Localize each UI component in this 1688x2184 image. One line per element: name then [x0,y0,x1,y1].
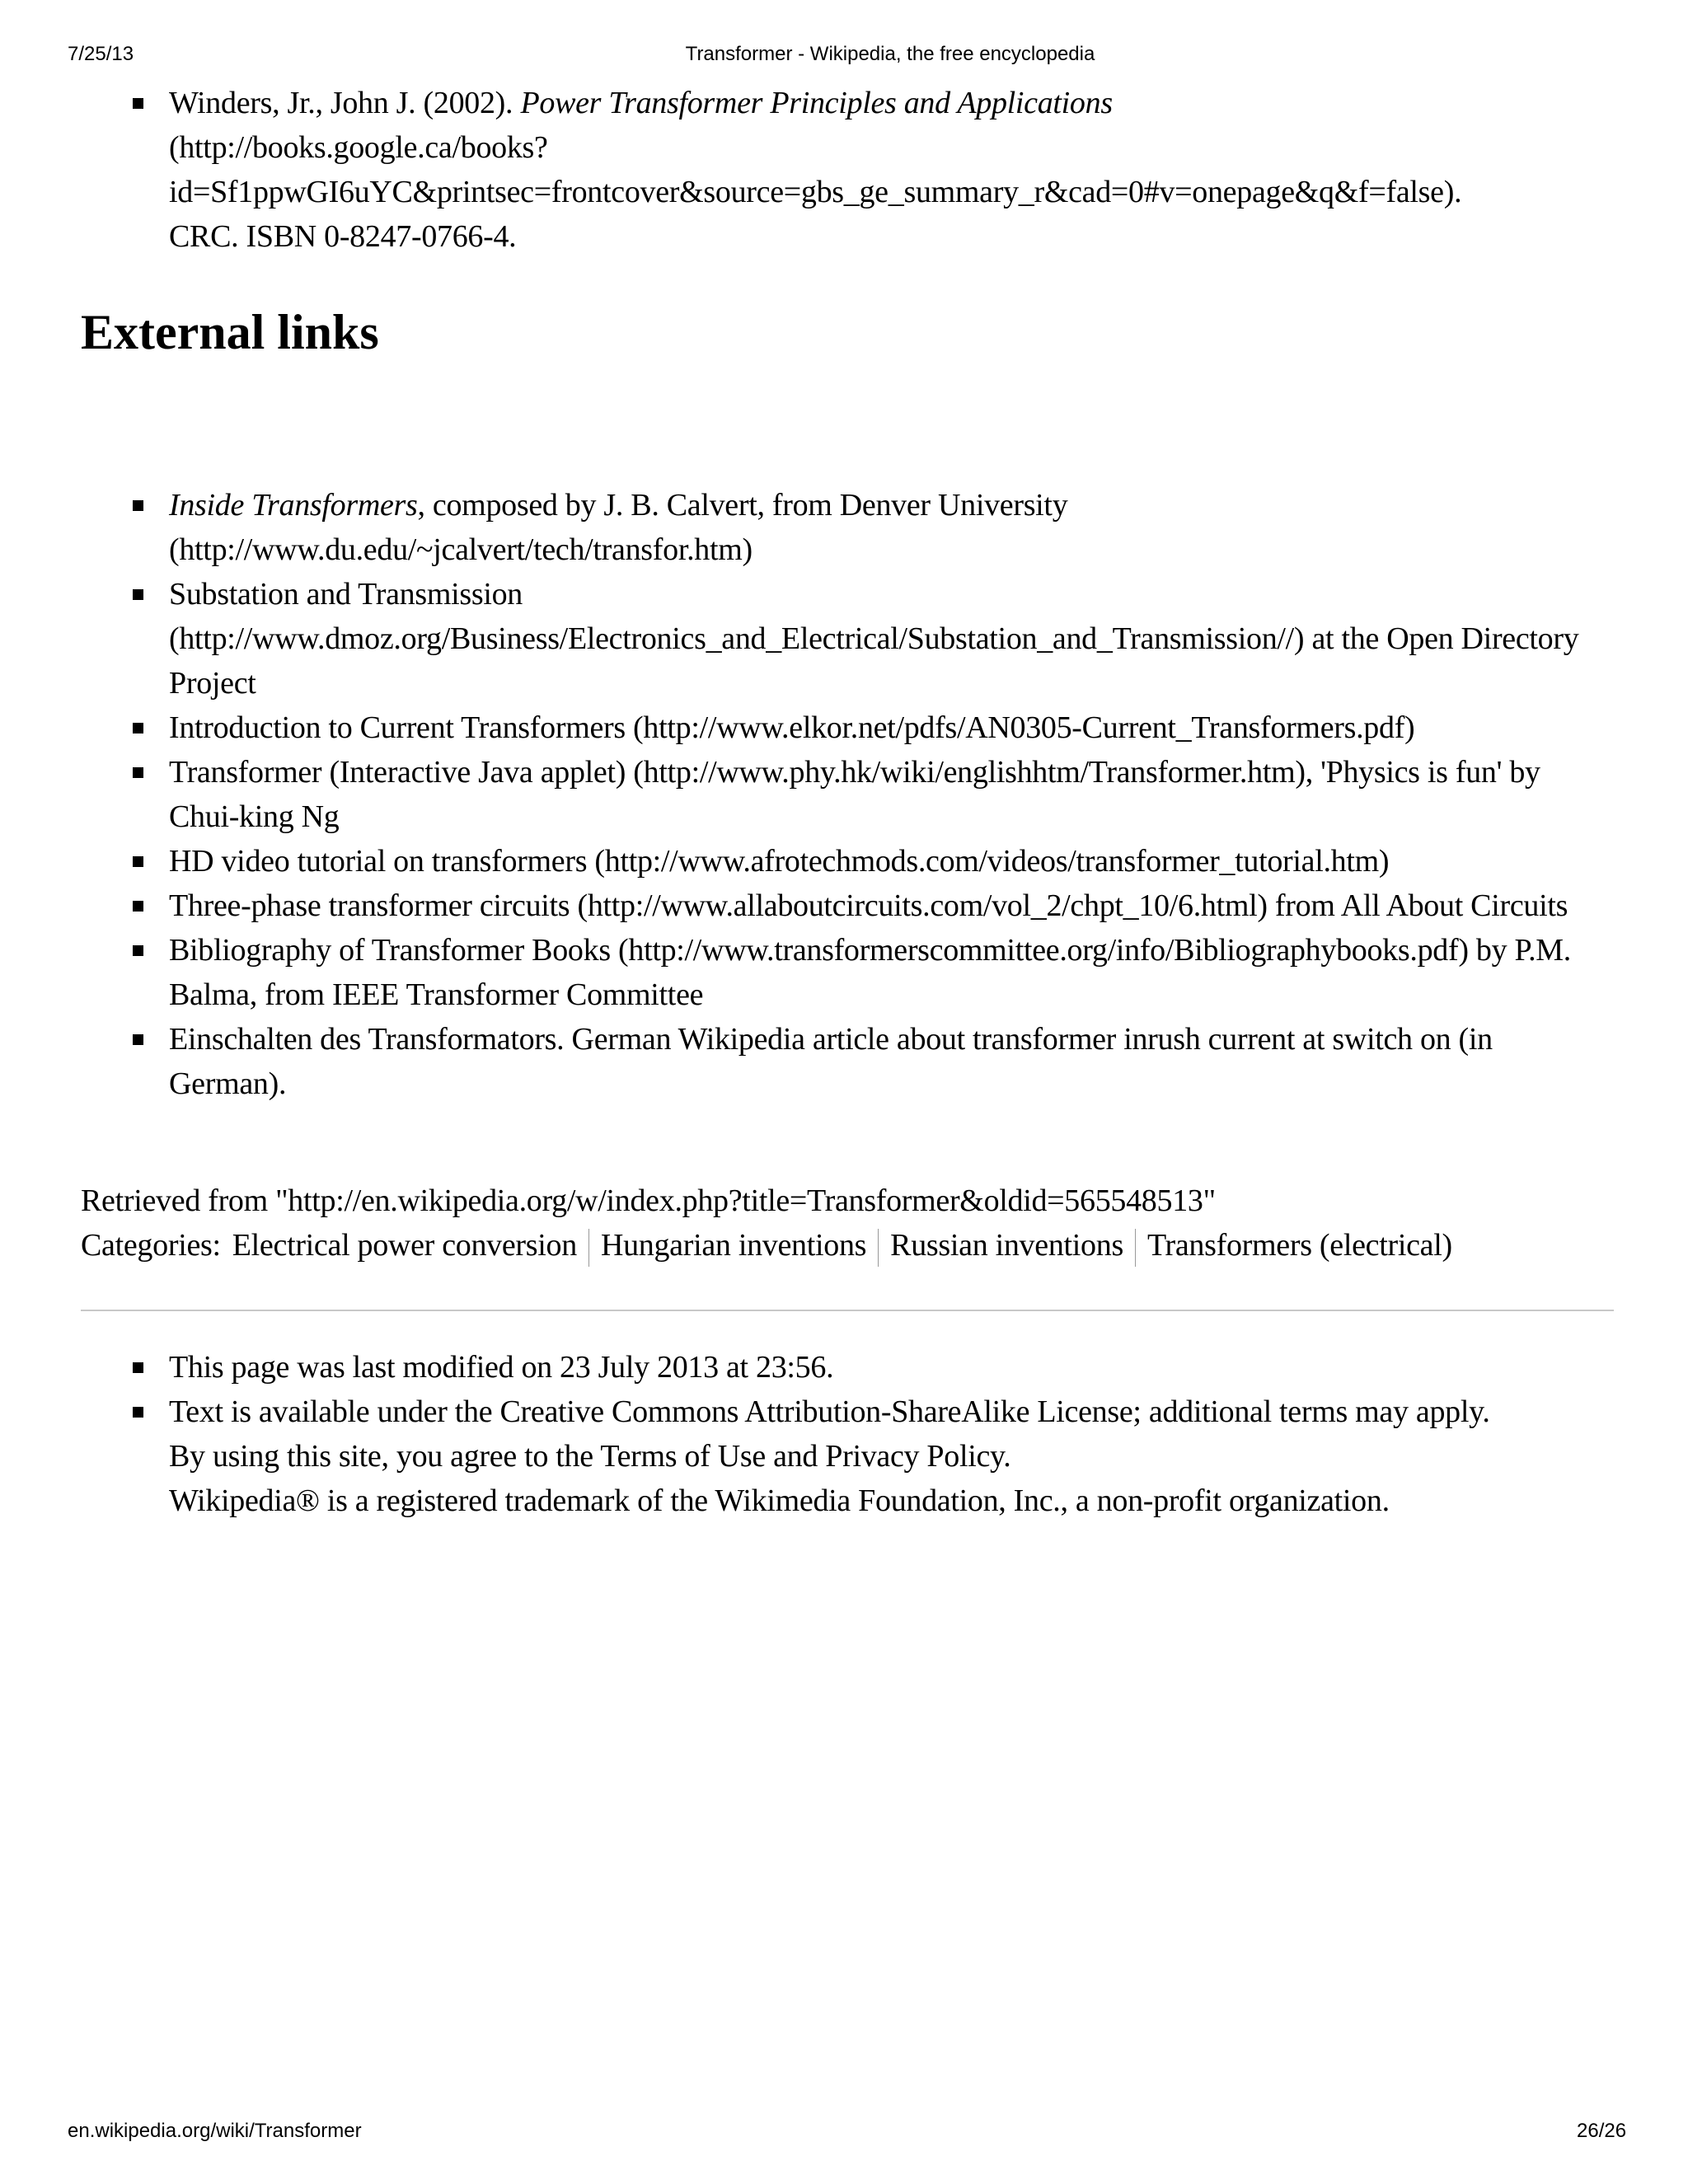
reference-book-link[interactable]: Power Transformer Principles and Applications [520,86,1113,120]
category-link[interactable]: Hungarian inventions [600,1228,867,1263]
reference-list [81,81,1614,259]
list-item[interactable] [81,928,1614,1017]
link-text[interactable]: , composed by J. B. Calvert, from Denver University (http://www.du.edu/~jcalvert/tech/transfor.htm) [169,488,1068,567]
link-text[interactable]: Einschalten des Transformators. German Wikipedia article about transformer inrush current at switch on (in German). [169,1022,1493,1101]
external-links-list [81,483,1614,1106]
trademark-text: Wikipedia® is a registered trademark of the Wikimedia Foundation, Inc., a non-profit organization. [169,1483,1390,1518]
list-item [81,1345,1614,1390]
list-item[interactable] [81,883,1614,928]
last-modified: This page was last modified on 23 July 2013 at 23:56. [169,1350,834,1385]
category-separator [1135,1229,1136,1267]
link-text[interactable]: Bibliography of Transformer Books (http://www.transformerscommittee.org/info/Bibliographybooks.pdf) by P.M. Balma, from IEEE Transformer Committee [169,933,1571,1012]
footer-divider [81,1310,1614,1311]
bullet-icon [133,901,143,912]
terms-text[interactable]: By using this site, you agree to the Terms of Use and Privacy Policy. [169,1439,1011,1474]
reference-url-cont[interactable]: id=Sf1ppwGI6uYC&printsec=frontcover&source=gbs_ge_summary_r&cad=0#v=onepage&q&f=false). [169,175,1462,209]
category-separator [588,1229,589,1267]
reference-author: Winders, Jr., John J. (2002). [169,86,513,120]
list-item[interactable] [81,839,1614,883]
category-separator [878,1229,879,1267]
print-date: 7/25/13 [68,43,134,65]
page-number: 26/26 [1577,2120,1627,2142]
link-text[interactable]: HD video tutorial on transformers (http://www.afrotechmods.com/videos/transformer_tutorial.htm) [169,844,1390,879]
link-text[interactable]: Three-phase transformer circuits (http://www.allaboutcircuits.com/vol_2/chpt_10/6.html) from All About Circuits [169,888,1568,923]
article-content [81,81,1614,1518]
bullet-icon [133,589,143,600]
list-item[interactable] [81,483,1614,572]
list-item[interactable] [81,1017,1614,1106]
bullet-icon [133,1407,143,1418]
link-text[interactable]: Substation and Transmission (http://www.dmoz.org/Business/Electronics_and_Electrical/Substation_and_Transmission//) at the Open Directory Project [169,577,1579,701]
reference-publisher: CRC. ISBN 0-8247-0766-4. [169,219,517,254]
bullet-icon [133,723,143,733]
bullet-icon [133,856,143,867]
bullet-icon [133,98,143,109]
link-text[interactable]: Introduction to Current Transformers (http://www.elkor.net/pdfs/AN0305-Current_Transformers.pdf) [169,710,1415,745]
bullet-icon [133,945,143,956]
bullet-icon [133,500,143,511]
category-link[interactable]: Russian inventions [890,1228,1123,1263]
link-text[interactable]: Transformer (Interactive Java applet) (http://www.phy.hk/wiki/englishhtm/Transformer.htm), 'Physics is fun' by Chui-king Ng [169,755,1540,834]
reference-url[interactable]: (http://books.google.ca/books? [169,130,548,165]
bullet-icon [133,1034,143,1045]
print-page-title: Transformer - Wikipedia, the free encyclopedia [685,43,1095,65]
retrieved-from: Retrieved from "http://en.wikipedia.org/w/index.php?title=Transformer&oldid=565548513" [81,1183,1216,1218]
list-item[interactable] [81,572,1614,705]
bullet-icon [133,767,143,778]
link-italic[interactable]: Inside Transformers [169,488,418,523]
category-link[interactable]: Transformers (electrical) [1146,1228,1452,1263]
footer-info-list [81,1345,1614,1523]
list-item[interactable] [81,750,1614,839]
category-link[interactable]: Electrical power conversion [232,1228,577,1263]
bullet-icon [133,1362,143,1373]
license-text[interactable]: Text is available under the Creative Commons Attribution-ShareAlike License; additional terms may apply. [169,1394,1490,1429]
list-item[interactable] [81,705,1614,750]
list-item [81,1390,1614,1523]
list-item [81,81,1614,259]
print-url: en.wikipedia.org/wiki/Transformer [68,2120,362,2142]
categories-bar [81,1223,1452,1268]
section-heading-external-links: External links [81,305,379,359]
categories-label[interactable]: Categories: [81,1228,221,1263]
